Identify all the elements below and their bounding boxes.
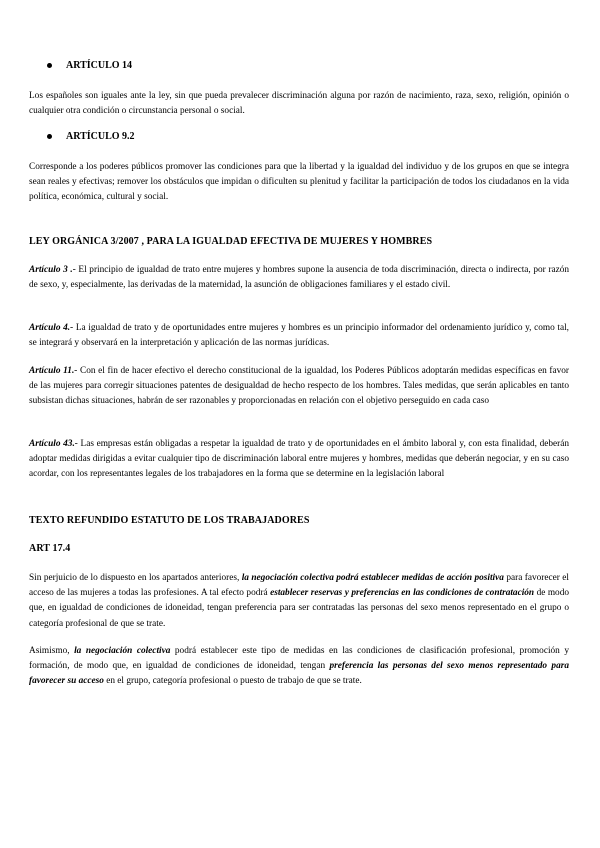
p1-emphasis-b: la negociación colectiva podrá establecer medidas de acción positiva — [241, 573, 504, 583]
p2-text-a: Asimismo, — [29, 646, 75, 656]
ley-article-43-text: Las empresas están obligadas a respetar la igualdad de trato y de oportunidades en el ámbito laboral y, con esta finalidad, deberán adoptar medidas dirigidas a evitar cualquier tipo de discriminación laboral entre mujeres y hombres, medidas que deberán negociar, y en su caso acordar, con los representantes legales de los trabajadores en la forma que se determine en la legislación laboral — [29, 439, 569, 480]
article-9-2-title: ARTÍCULO 9.2 — [66, 131, 135, 142]
p2-text-e: en el grupo, categoría profesional o puesto de trabajo de que se trate. — [103, 676, 362, 687]
p2-emphasis-b: la negociación colectiva — [74, 646, 171, 656]
bullet-icon — [47, 63, 52, 68]
p1-emphasis-d: establecer reservas y preferencias en las condiciones de contratación — [270, 588, 535, 599]
p1-text-a: Sin perjuicio de lo dispuesto en los apartados anteriores, — [29, 573, 242, 583]
ley-article-43-lead: Artículo 43.- — [29, 439, 78, 449]
ley-article-3 — [29, 263, 569, 293]
article-14-title: ARTÍCULO 14 — [66, 60, 133, 71]
article-14-text: Los españoles son iguales ante la ley, sin que pueda prevalecer discriminación alguna por razón de nacimiento, raza, sexo, religión, opinión o cualquier otra condición o circunstancia personal o social. — [29, 91, 569, 117]
art-17-4-heading: ART 17.4 — [29, 543, 71, 554]
p2-emphasis-d: preferencia las personas del sexo menos representado para favorecer su acceso — [29, 661, 569, 687]
article-9-2-heading — [47, 131, 135, 142]
ley-article-11-text: Con el fin de hacer efectivo el derecho constitucional de la igualdad, los Poderes Públicos adoptarán medidas específicas en favor de las mujeres para corregir situaciones patentes de desigualdad de hecho respecto de los hombres. Tales medidas, que serán aplicables en tanto subsistan dichas situaciones, habrán de ser razonables y proporcionadas en relación con el objetivo perseguido en cada caso — [29, 366, 569, 407]
art-17-4-paragraph-2 — [29, 644, 569, 690]
article-9-2-text: Corresponde a los poderes públicos promover las condiciones para que la libertad y la igualdad del individuo y de los grupos en que se integra sean reales y efectivas; remover los obstáculos que impidan o dificulten su plenitud y facilitar la participación de todos los ciudadanos en la vida política, económica, cultural y social. — [29, 162, 569, 203]
ley-article-11-lead: Artículo 11.- — [29, 366, 78, 376]
p1-text-e: de modo que, en igualdad de condiciones de idoneidad, tengan preferencia para ser contratadas las personas del sexo menos representado en el grupo o categoría profesional de que se trate. — [29, 588, 570, 629]
estatuto-heading: TEXTO REFUNDIDO ESTATUTO DE LOS TRABAJADORES — [29, 515, 310, 526]
p1-text-c: para favorecer el acceso de las mujeres a todas las profesiones. A tal efecto podrá — [29, 573, 570, 599]
ley-article-4-lead: Artículo 4.- — [29, 323, 74, 333]
bullet-icon — [47, 134, 52, 139]
ley-article-43 — [29, 437, 569, 483]
ley-organica-heading: LEY ORGÁNICA 3/2007 , PARA LA IGUALDAD EFECTIVA DE MUJERES Y HOMBRES — [29, 236, 433, 247]
ley-article-4 — [29, 321, 569, 351]
ley-article-3-text: El principio de igualdad de trato entre mujeres y hombres supone la ausencia de toda discriminación, directa o indirecta, por razón de sexo, y, especialmente, las derivadas de la maternidad, la asunción de obligaciones familiares y el estado civil. — [29, 265, 569, 291]
p2-text-c: podrá establecer este tipo de medidas en las condiciones de clasificación profesional, promoción y formación, de modo que, en igualdad de condiciones de idoneidad, tengan — [29, 646, 569, 672]
ley-article-4-text: La igualdad de trato y de oportunidades entre mujeres y hombres es un principio informador del ordenamiento jurídico y, como tal, se integrará y observará en la interpretación y aplicación de las normas jurídicas. — [29, 323, 569, 349]
art-17-4-paragraph-1 — [29, 571, 569, 632]
ley-article-11 — [29, 364, 569, 410]
ley-article-3-lead: Artículo 3 .- — [29, 265, 76, 275]
article-14-heading — [47, 60, 132, 71]
